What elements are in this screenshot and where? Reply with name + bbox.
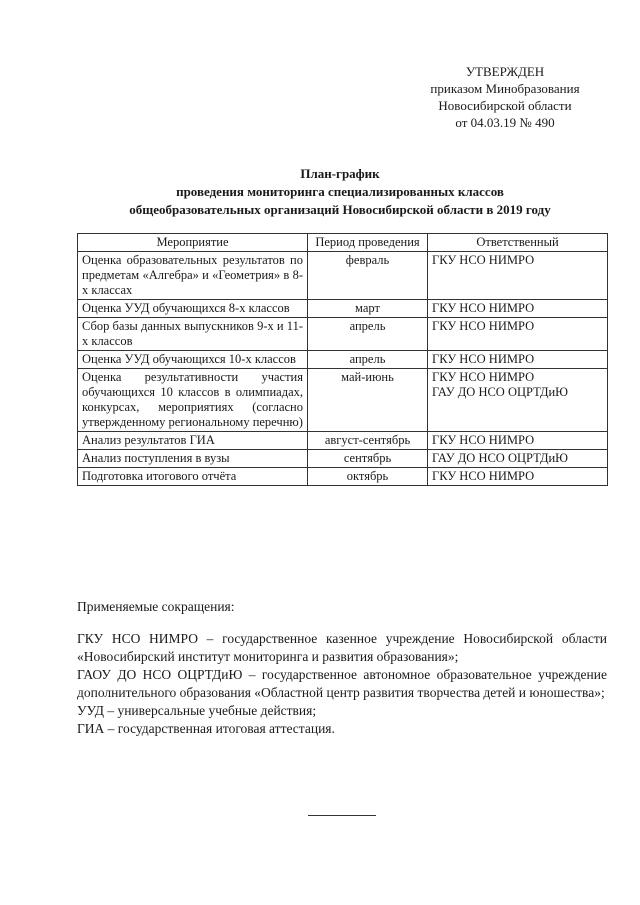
period-cell: март [308, 300, 428, 318]
approval-stamp [405, 63, 605, 131]
table-row [78, 432, 608, 450]
title-line-2: проведения мониторинга специализированных классов [176, 184, 504, 199]
responsible-cell [428, 252, 608, 300]
period-cell: сентябрь [308, 450, 428, 468]
table-row [78, 450, 608, 468]
table-row [78, 300, 608, 318]
header-period: Период проведения [308, 234, 428, 252]
abbreviations-list [77, 630, 607, 738]
responsible-org: ГКУ НСО НИМРО [432, 433, 535, 447]
period-cell: апрель [308, 318, 428, 351]
schedule-table [77, 233, 608, 486]
responsible-org: ГКУ НСО НИМРО [432, 469, 535, 483]
period-cell: август-сентябрь [308, 432, 428, 450]
table-row [78, 252, 608, 300]
responsible-cell [428, 450, 608, 468]
footer-divider [308, 815, 376, 816]
approval-line-4: от 04.03.19 № 490 [455, 115, 555, 130]
responsible-org: ГАУ ДО НСО ОЦРТДиЮ [432, 451, 569, 465]
responsible-cell [428, 318, 608, 351]
responsible-cell [428, 351, 608, 369]
title-line-1: План-график [300, 166, 380, 181]
period-cell: февраль [308, 252, 428, 300]
responsible-cell [428, 369, 608, 432]
approval-line-3: Новосибирской области [438, 98, 572, 113]
approval-line-1: УТВЕРЖДЕН [465, 64, 545, 79]
document-title [60, 165, 620, 219]
header-event: Мероприятие [78, 234, 308, 252]
abbreviation-item: ГИА – государственная итоговая аттестация. [77, 721, 335, 736]
event-cell: Сбор базы данных выпускников 9-х и 11-х классов [78, 318, 308, 351]
abbreviations-heading: Применяемые сокращения: [77, 599, 235, 614]
table-row [78, 318, 608, 351]
event-cell: Оценка образовательных результатов по предметам «Алгебра» и «Геометрия» в 8-х классах [78, 252, 308, 300]
responsible-org: ГКУ НСО НИМРО [432, 370, 535, 384]
table-row [78, 351, 608, 369]
period-cell: апрель [308, 351, 428, 369]
responsible-org: ГКУ НСО НИМРО [432, 319, 535, 333]
table-header-row [78, 234, 608, 252]
abbreviation-item: ГАОУ ДО НСО ОЦРТДиЮ – государственное автономное образовательное учреждение дополнительного образования «Областной центр развития творчества детей и юношества»; [77, 667, 607, 700]
event-cell: Анализ результатов ГИА [78, 432, 308, 450]
responsible-org: ГКУ НСО НИМРО [432, 301, 535, 315]
responsible-cell [428, 432, 608, 450]
event-cell: Оценка УУД обучающихся 8-х классов [78, 300, 308, 318]
title-line-3: общеобразовательных организаций Новосибирской области в 2019 году [129, 202, 551, 217]
abbreviation-item: ГКУ НСО НИМРО – государственное казенное учреждение Новосибирской области «Новосибирский институт мониторинга и развития образования»; [77, 631, 607, 664]
event-cell: Оценка УУД обучающихся 10-х классов [78, 351, 308, 369]
event-cell: Анализ поступления в вузы [78, 450, 308, 468]
responsible-org-secondary: ГАУ ДО НСО ОЦРТДиЮ [432, 385, 569, 399]
period-cell: май-июнь [308, 369, 428, 432]
approval-line-2: приказом Минобразования [430, 81, 580, 96]
table-row [78, 468, 608, 486]
event-cell: Подготовка итогового отчёта [78, 468, 308, 486]
responsible-org: ГКУ НСО НИМРО [432, 352, 535, 366]
responsible-cell [428, 468, 608, 486]
abbreviation-item: УУД – универсальные учебные действия; [77, 703, 317, 718]
responsible-org: ГКУ НСО НИМРО [432, 253, 535, 267]
responsible-cell [428, 300, 608, 318]
event-cell: Оценка результативности участия обучающихся 10 классов в олимпиадах, конкурсах, мероприятиях (согласно утвержденному региональному перечню) [78, 369, 308, 432]
table-row [78, 369, 608, 432]
period-cell: октябрь [308, 468, 428, 486]
header-responsible: Ответственный [428, 234, 608, 252]
